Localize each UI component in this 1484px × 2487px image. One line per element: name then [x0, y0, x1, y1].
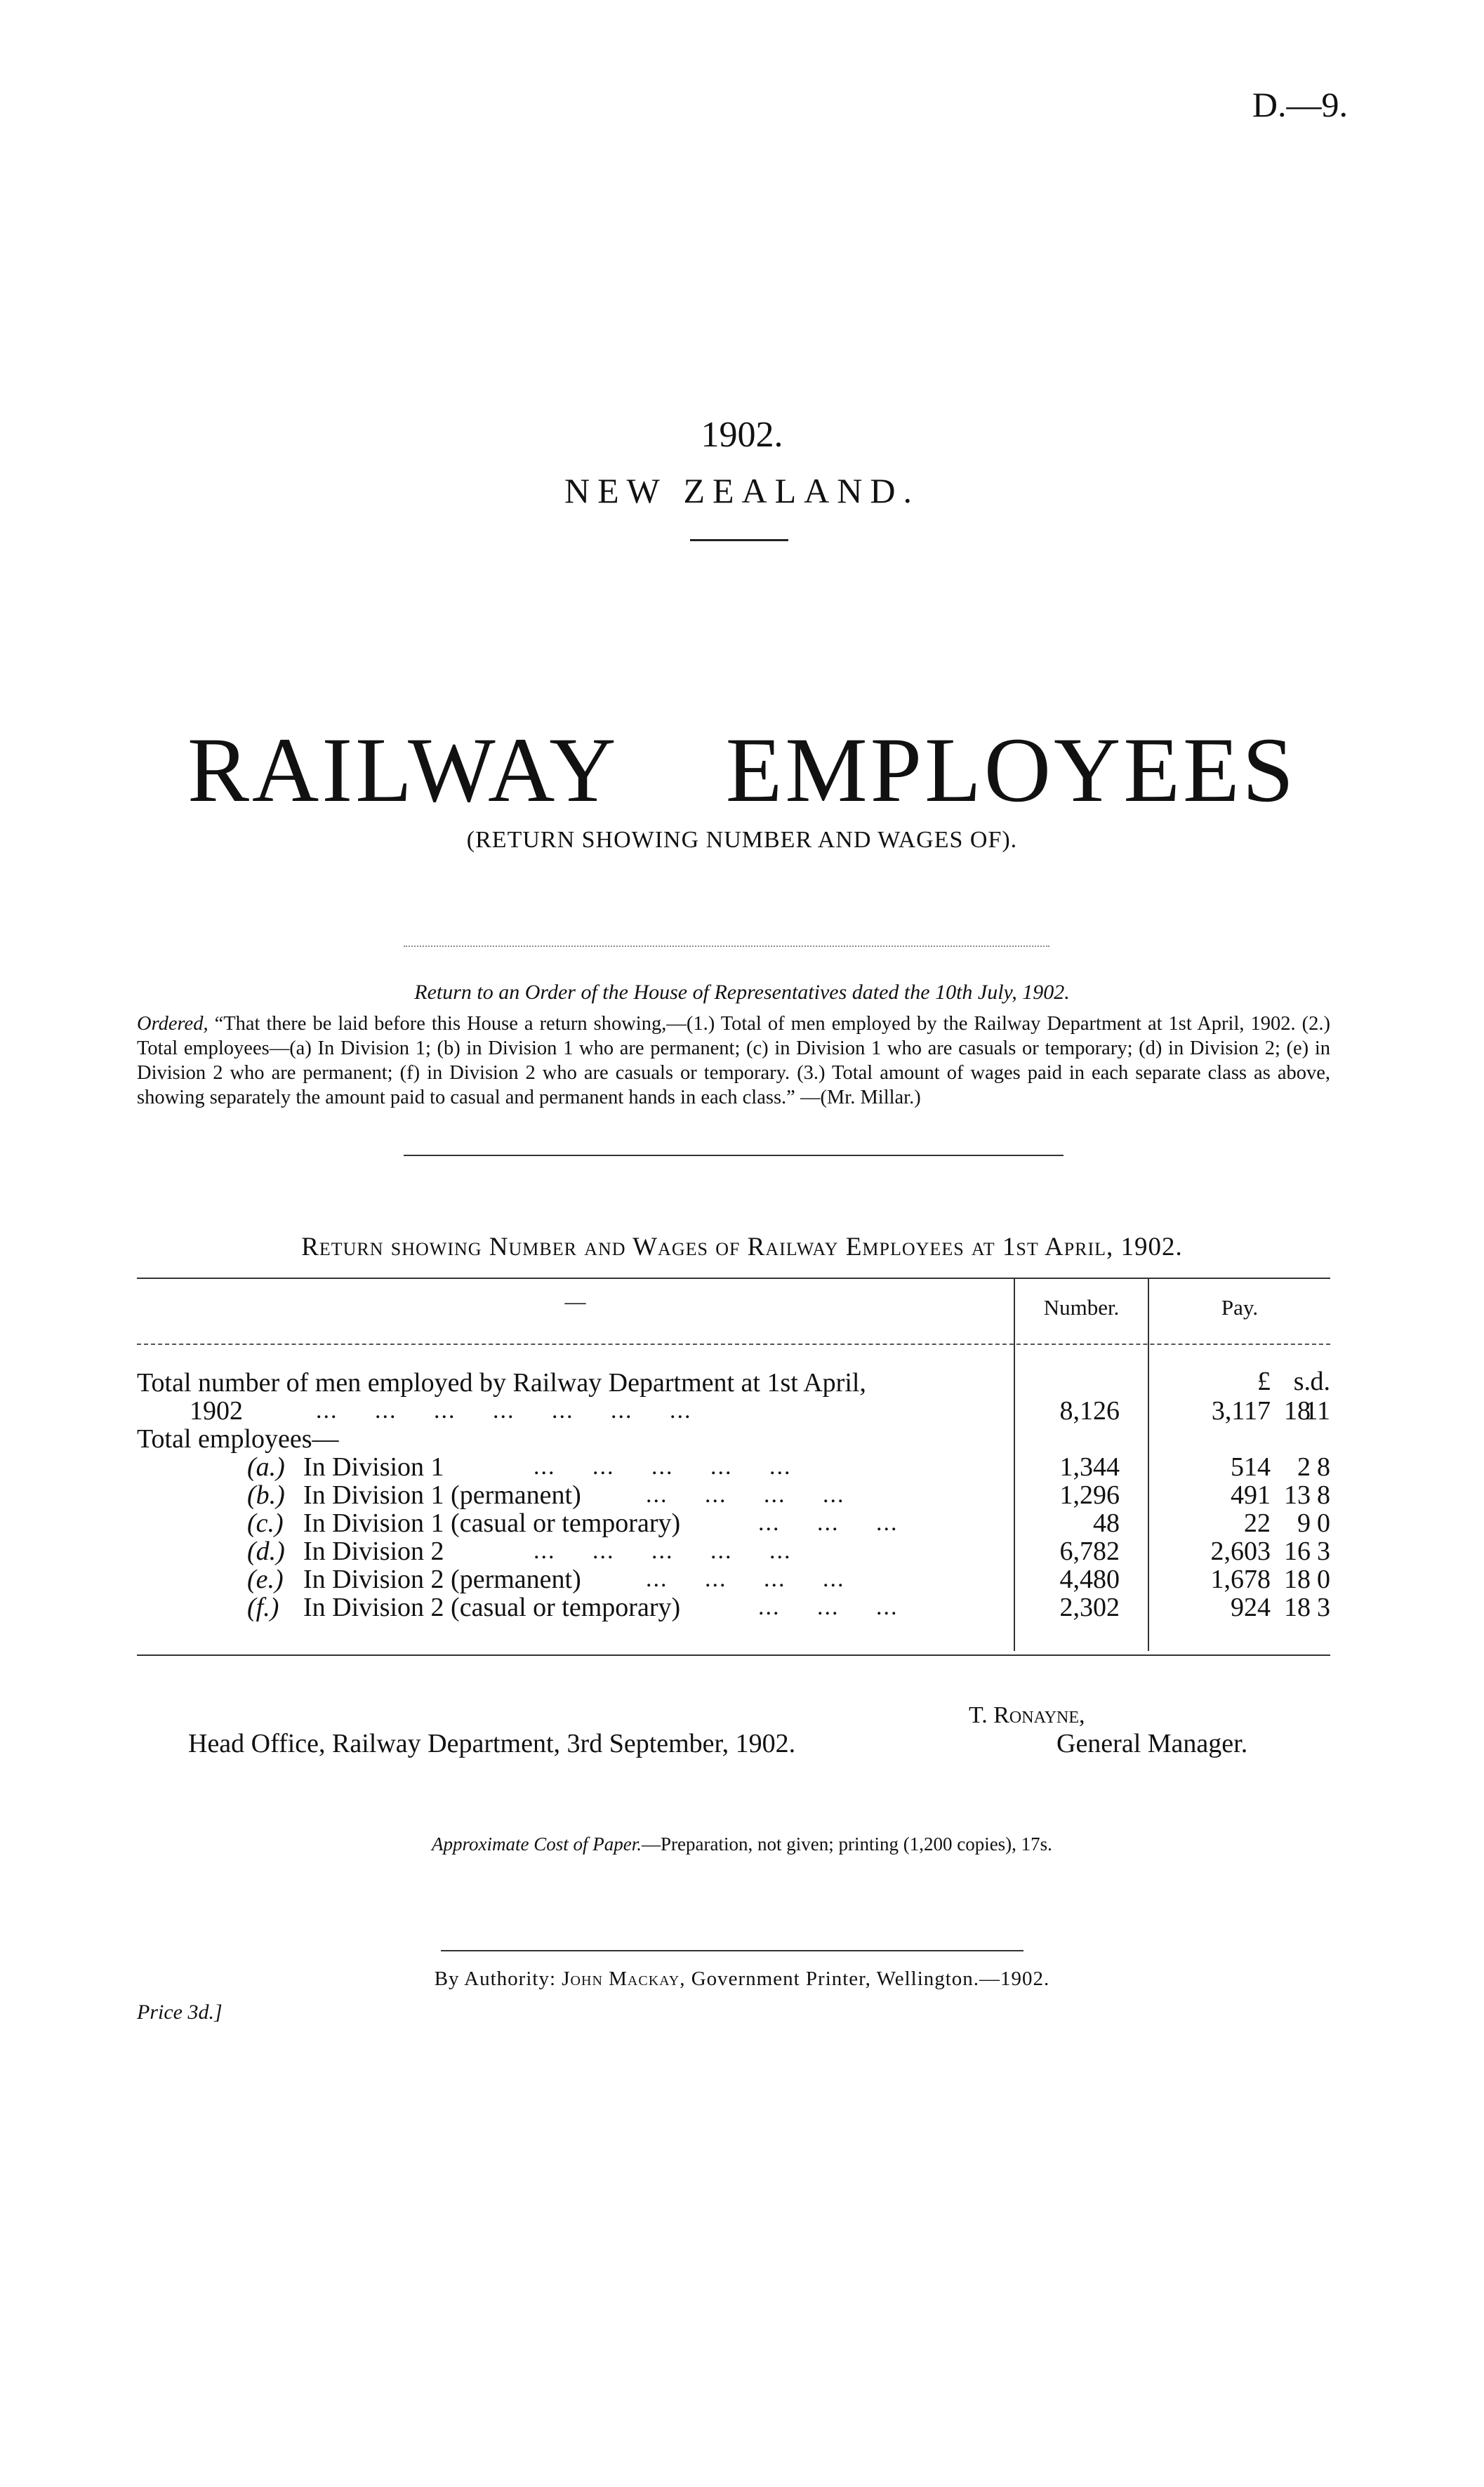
printer-name: John Mackay,	[562, 1968, 686, 1990]
row-pence: 0	[1317, 1565, 1330, 1594]
price-label: Price 3d.]	[137, 2001, 223, 2024]
row-number: 6,782	[1059, 1537, 1120, 1566]
table-top-rule	[137, 1278, 1330, 1279]
table-row	[0, 1565, 1484, 1593]
row-shillings: 18	[1284, 1593, 1311, 1622]
table-row	[0, 1481, 1484, 1509]
employees-label: Total employees—	[137, 1424, 339, 1454]
row-shillings: 13	[1284, 1480, 1311, 1510]
row-key: (e.)	[247, 1565, 284, 1594]
table-row	[0, 1453, 1484, 1481]
row-label: In Division 1	[303, 1452, 444, 1482]
row-pence: 8	[1317, 1452, 1330, 1482]
section-divider	[404, 1155, 1064, 1156]
row-pence: 3	[1317, 1537, 1330, 1566]
total-number: 8,126	[1059, 1396, 1120, 1426]
row-shillings: 2	[1297, 1452, 1311, 1482]
order-body: “That there be laid before this House a return showing,—(1.) Total of men employed by the Railway Department at 1st April, 1902. (2.) Total employees—(a) In Division 1; (b) in Division 1 who are permanent; (c) in Division 1 who are casuals or temporary; (d) in Division 2; (e) in Division 2 who are permanent; (f) in Division 2 who are casuals or temporary. (3.) Total amount of wages paid in each separate class as above, showing separately the amount paid to casual and permanent hands in each class.” —(Mr. Millar.)	[137, 1013, 1331, 1108]
row-shillings: 9	[1297, 1508, 1311, 1538]
authority-prefix: By Authority:	[434, 1968, 557, 1990]
page-subtitle: (RETURN SHOWING NUMBER AND WAGES OF).	[466, 827, 1018, 853]
row-shillings: 16	[1284, 1537, 1311, 1566]
leader-dots: ... ... ... ... ... ... ...	[316, 1398, 692, 1424]
cost-note	[0, 1833, 1484, 1855]
row-pounds: 22	[1244, 1508, 1271, 1538]
table-title: Return showing Number and Wages of Railway Employees at 1st April, 1902.	[301, 1233, 1183, 1261]
total-pence: 11	[1304, 1396, 1330, 1426]
row-pounds: 491	[1231, 1480, 1271, 1510]
table-header-rule	[137, 1344, 1330, 1345]
row-key: (c.)	[247, 1508, 284, 1538]
row-number: 2,302	[1059, 1593, 1120, 1622]
row-pence: 8	[1317, 1480, 1330, 1510]
short-divider	[690, 539, 788, 541]
leader-dots: ... ... ... ... ...	[534, 1538, 792, 1564]
number-column-header: Number.	[1043, 1295, 1120, 1320]
total-pounds: 3,117	[1211, 1396, 1271, 1426]
authority-line	[0, 1968, 1484, 1991]
row-pounds: 924	[1231, 1593, 1271, 1622]
row-key: (b.)	[247, 1480, 285, 1510]
row-key: (f.)	[247, 1593, 279, 1622]
row-label: In Division 1 (casual or temporary)	[303, 1508, 681, 1538]
row-number: 4,480	[1059, 1565, 1120, 1594]
dotted-divider	[404, 946, 1049, 947]
description-header: —	[564, 1290, 586, 1313]
table-row	[0, 1593, 1484, 1621]
row-label: In Division 2	[303, 1537, 444, 1566]
leader-dots: ... ... ... ...	[646, 1566, 845, 1592]
row-key: (a.)	[247, 1452, 285, 1482]
page-title: RAILWAY EMPLOYEES	[187, 718, 1297, 821]
leader-dots: ... ... ... ... ...	[534, 1454, 792, 1480]
signatory-name: T. Ronayne,	[969, 1702, 1085, 1728]
pounds-unit: £	[1257, 1367, 1271, 1396]
row-number: 48	[1093, 1508, 1120, 1538]
row-number: 1,296	[1059, 1480, 1120, 1510]
row-pence: 3	[1317, 1593, 1330, 1622]
order-heading: Return to an Order of the House of Representatives dated the 10th July, 1902.	[414, 981, 1070, 1004]
shillings-unit: s.	[1293, 1367, 1311, 1396]
row-pounds: 2,603	[1210, 1537, 1271, 1566]
leader-dots: ... ... ...	[758, 1594, 899, 1620]
leader-dots: ... ... ... ...	[646, 1482, 845, 1508]
row-label: In Division 2 (casual or temporary)	[303, 1593, 681, 1622]
row-label: In Division 1 (permanent)	[303, 1480, 581, 1510]
order-paragraph	[137, 1012, 1330, 1110]
authority-suffix: Government Printer, Wellington.—1902.	[691, 1968, 1050, 1990]
total-row-label: Total number of men employed by Railway Department at 1st April,	[137, 1368, 866, 1398]
row-number: 1,344	[1059, 1452, 1120, 1482]
ordered-label: Ordered,	[137, 1013, 208, 1035]
signature-place-date: Head Office, Railway Department, 3rd September, 1902.	[188, 1729, 796, 1758]
row-shillings: 18	[1284, 1565, 1311, 1594]
table-bottom-rule	[137, 1654, 1330, 1656]
row-pounds: 514	[1231, 1452, 1271, 1482]
table-row	[0, 1537, 1484, 1565]
pence-unit: d.	[1310, 1367, 1330, 1396]
total-row-year: 1902	[190, 1396, 243, 1426]
row-label: In Division 2 (permanent)	[303, 1565, 581, 1594]
signatory-title: General Manager.	[1056, 1729, 1248, 1758]
authority-divider	[441, 1950, 1023, 1951]
table-row	[0, 1509, 1484, 1537]
country-heading: NEW ZEALAND.	[564, 471, 920, 510]
document-reference: D.—9.	[1252, 85, 1348, 124]
total-shillings: 18	[1284, 1396, 1311, 1426]
cost-text: —Preparation, not given; printing (1,200 copies), 17s.	[642, 1833, 1052, 1855]
leader-dots: ... ... ...	[758, 1510, 899, 1536]
document-year: 1902.	[701, 415, 783, 455]
row-pence: 0	[1317, 1508, 1330, 1538]
row-pounds: 1,678	[1210, 1565, 1271, 1594]
row-key: (d.)	[247, 1537, 285, 1566]
cost-label: Approximate Cost of Paper.	[432, 1833, 642, 1855]
pay-column-header: Pay.	[1221, 1295, 1259, 1320]
